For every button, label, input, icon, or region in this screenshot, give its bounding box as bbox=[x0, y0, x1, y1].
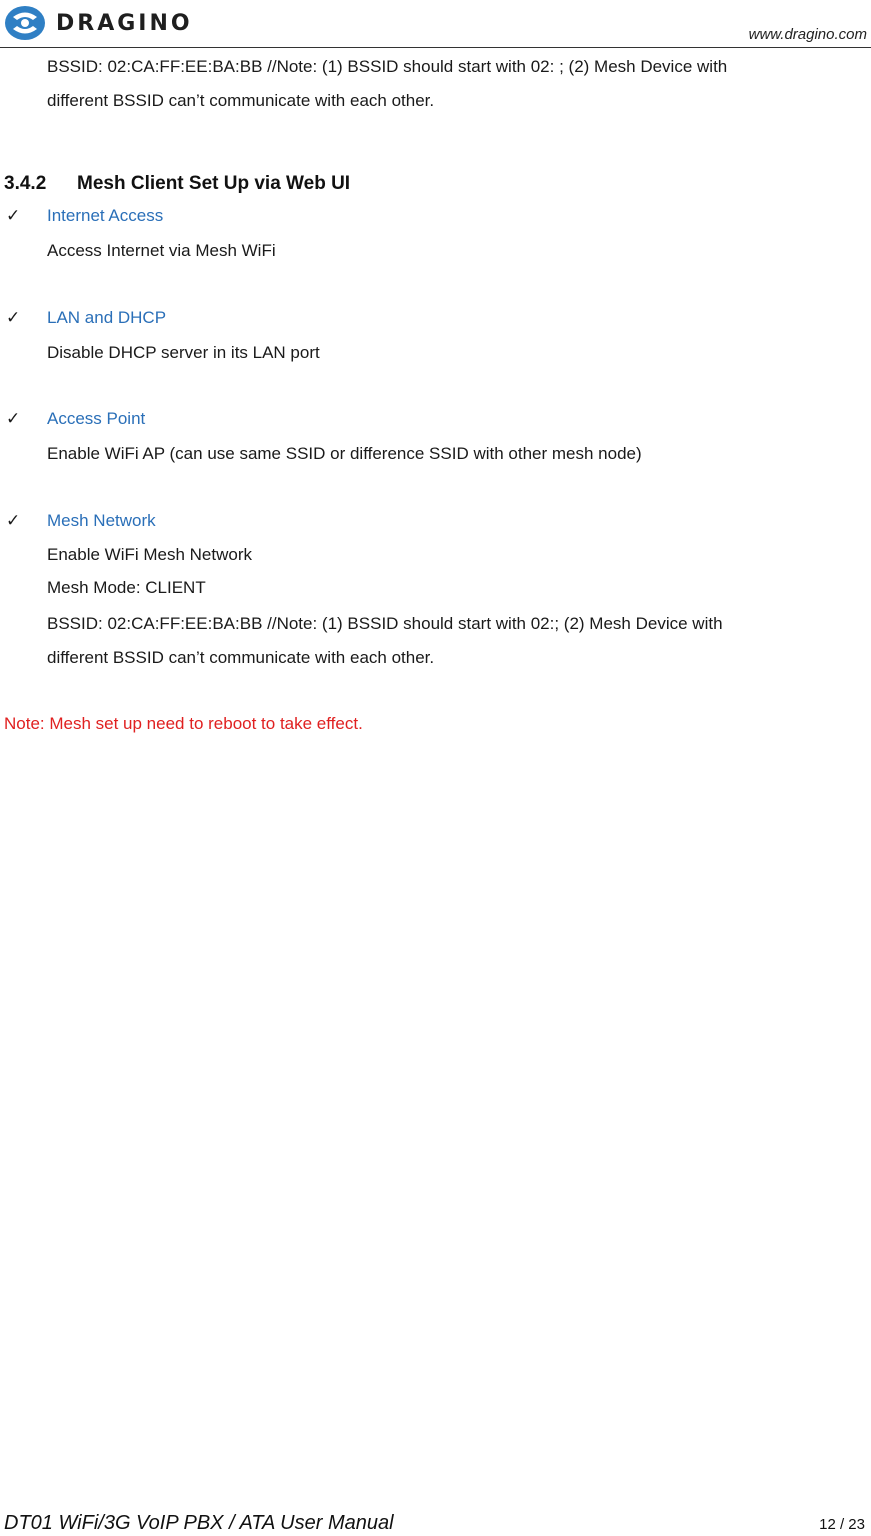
item-title-mesh-network: Mesh Network bbox=[47, 511, 156, 530]
item-title-access-point: Access Point bbox=[47, 409, 146, 428]
checkmark-icon: ✓ bbox=[6, 308, 21, 327]
item-text: Access Internet via Mesh WiFi bbox=[47, 241, 276, 260]
reboot-note: Note: Mesh set up need to reboot to take effect. bbox=[4, 714, 363, 733]
page-number: 12 / 23 bbox=[819, 1516, 865, 1533]
page-header bbox=[0, 0, 871, 50]
item-text: Enable WiFi AP (can use same SSID or difference SSID with other mesh node) bbox=[47, 444, 642, 463]
item-text: Disable DHCP server in its LAN port bbox=[47, 343, 320, 362]
dragino-logo bbox=[4, 4, 193, 42]
continued-bssid-line: BSSID: 02:CA:FF:EE:BA:BB //Note: (1) BSSID should start with 02: ; (2) Mesh Device with bbox=[47, 57, 728, 76]
section-heading bbox=[4, 172, 350, 196]
item-text: Mesh Mode: CLIENT bbox=[47, 578, 206, 597]
section-number: 3.4.2 bbox=[4, 173, 47, 194]
continued-bssid-note: different BSSID can’t communicate with each other. bbox=[47, 91, 435, 110]
item-text: BSSID: 02:CA:FF:EE:BA:BB //Note: (1) BSSID should start with 02:; (2) Mesh Device with bbox=[47, 614, 723, 633]
website-url: www.dragino.com bbox=[748, 26, 867, 43]
item-text: different BSSID can’t communicate with each other. bbox=[47, 648, 435, 667]
logo-wordmark: DRAGINO bbox=[56, 10, 193, 36]
checkmark-icon: ✓ bbox=[6, 206, 21, 225]
section-title: Mesh Client Set Up via Web UI bbox=[77, 173, 351, 194]
item-text: Enable WiFi Mesh Network bbox=[47, 545, 253, 564]
checkmark-icon: ✓ bbox=[6, 409, 21, 428]
item-title-lan-dhcp: LAN and DHCP bbox=[47, 308, 167, 327]
footer-manual-title: DT01 WiFi/3G VoIP PBX / ATA User Manual bbox=[4, 1512, 394, 1534]
header-divider bbox=[0, 47, 871, 48]
item-title-internet-access: Internet Access bbox=[47, 206, 164, 225]
dragino-logo-icon bbox=[4, 4, 46, 42]
checkmark-icon: ✓ bbox=[6, 511, 21, 530]
